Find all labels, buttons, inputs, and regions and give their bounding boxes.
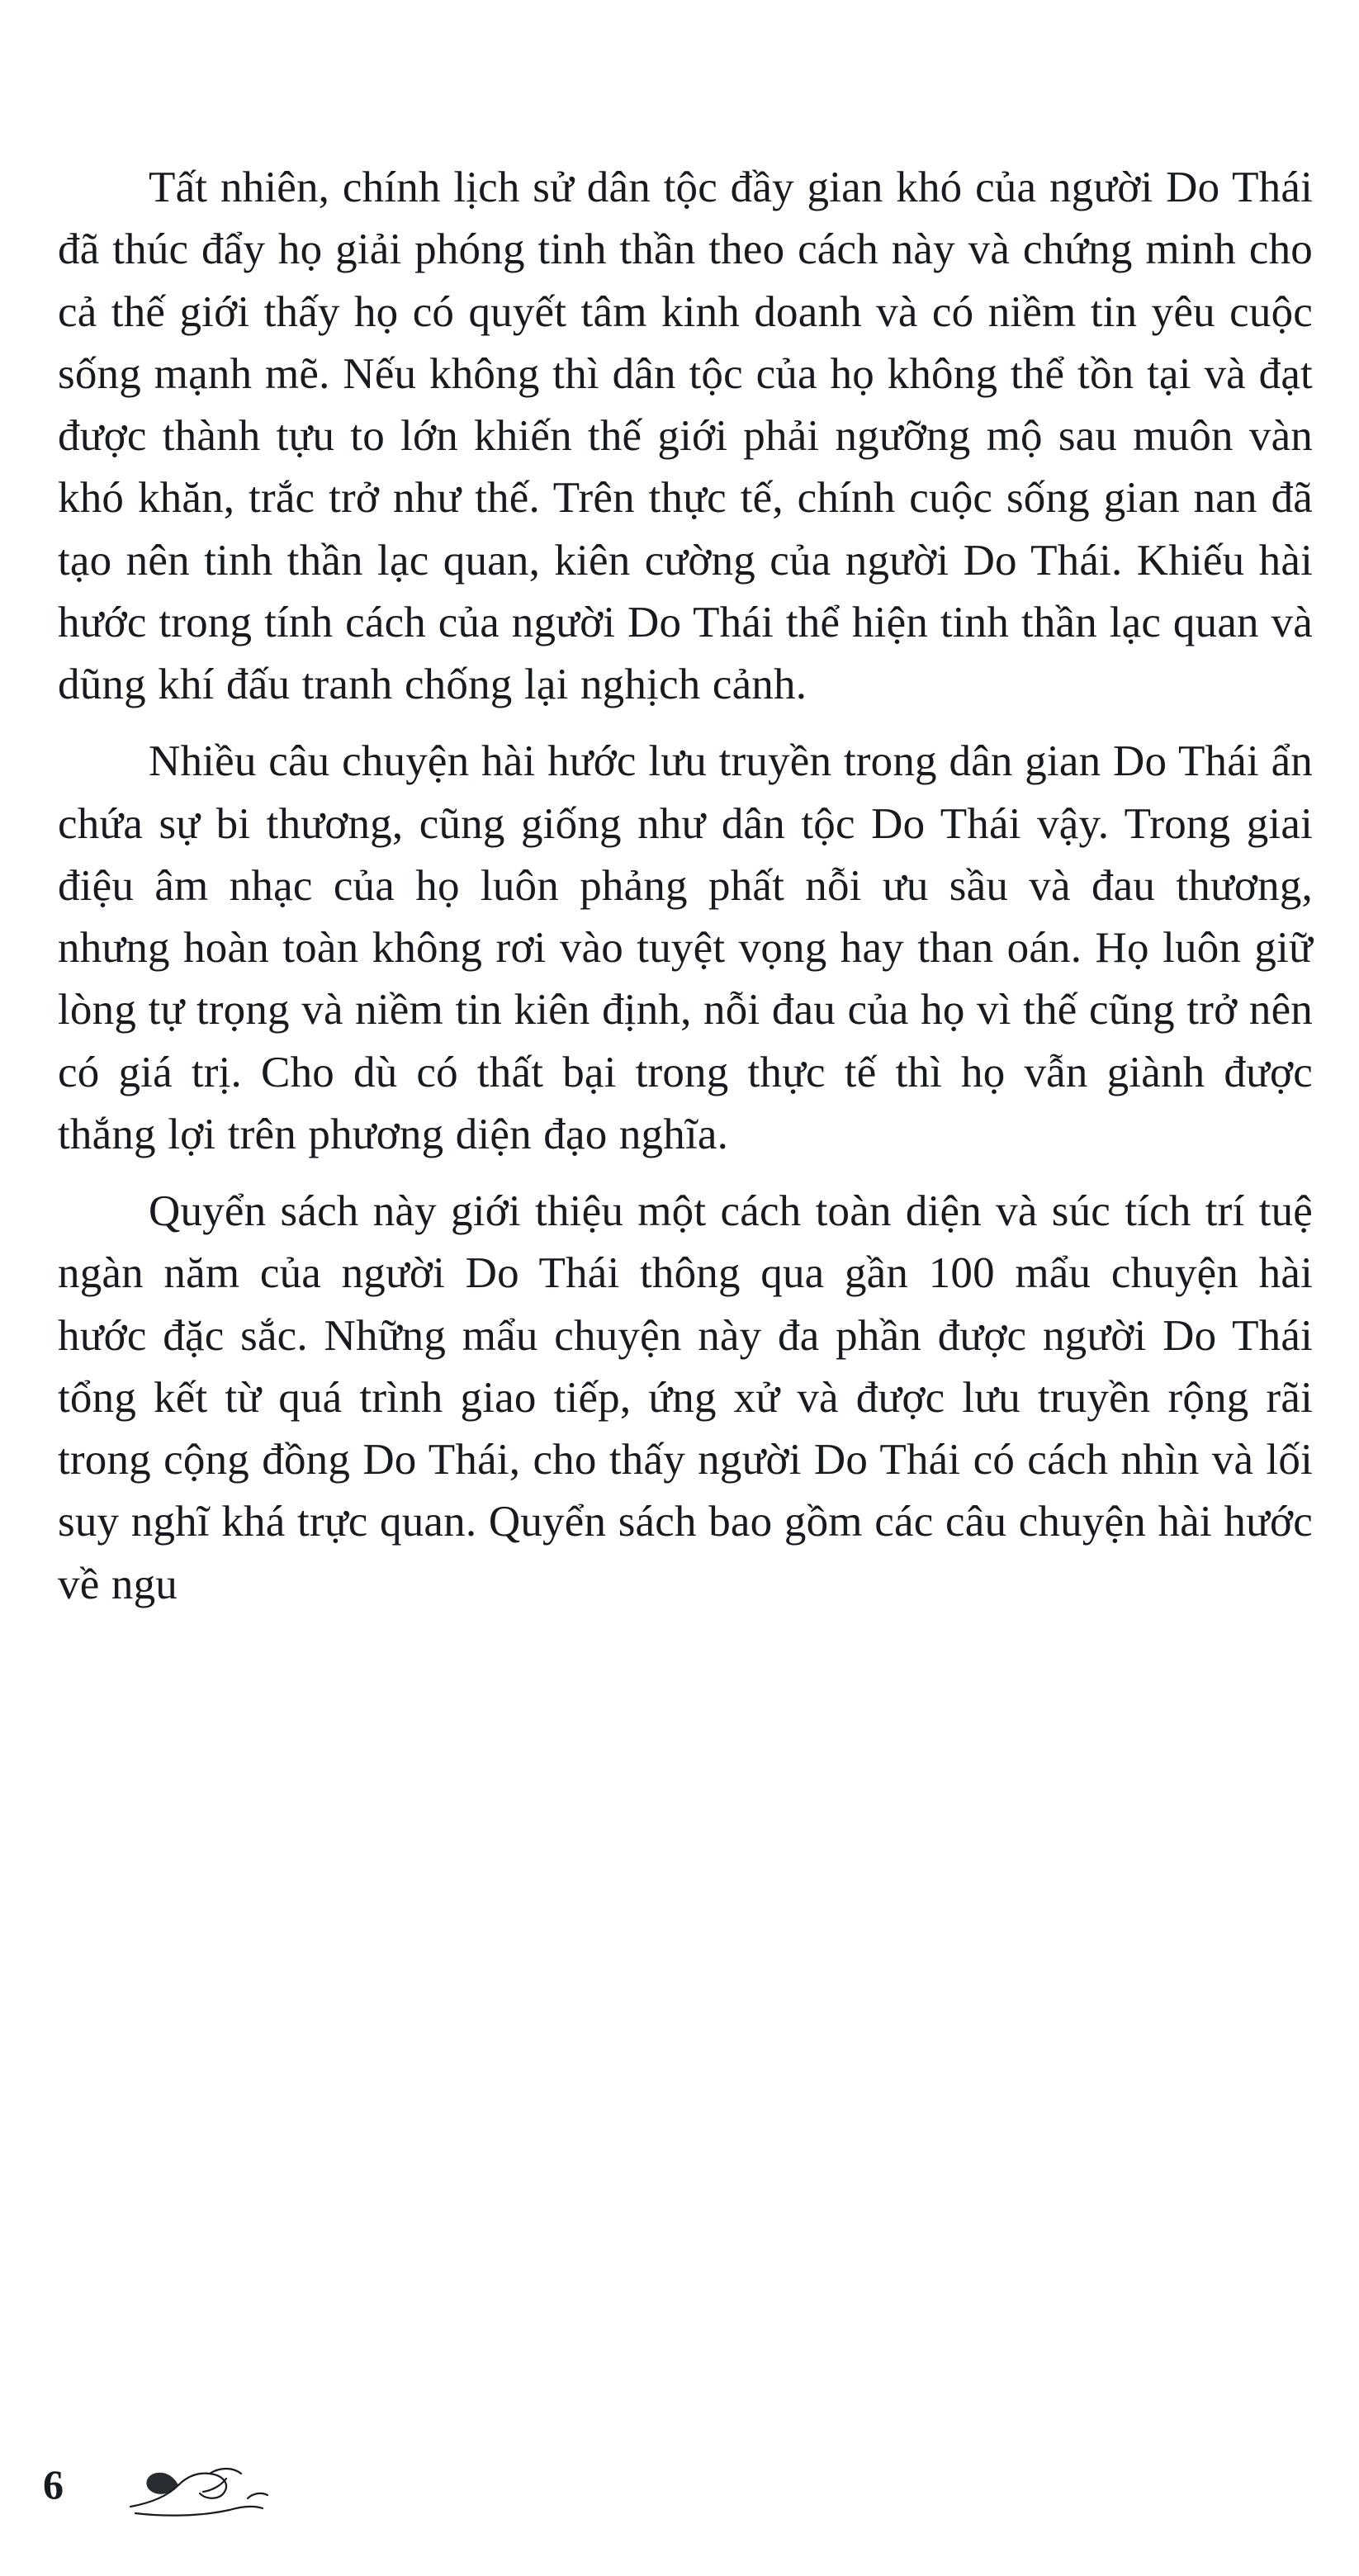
body-text — [58, 157, 1313, 1616]
paragraph: Quyển sách này giới thiệu một cách toàn diện và súc tích trí tuệ ngàn năm của người Do Thái thông qua gần 100 mẩu chuyện hài hước đặc sắc. Những mẩu chuyện này đa phần được người Do Thái tổng kết từ quá trình giao tiếp, ứng xử và được lưu truyền rộng rãi trong cộng đồng Do Thái, cho thấy người Do Thái có cách nhìn và lối suy nghĩ khá trực quan. Quyển sách bao gồm các câu chuyện hài hước về ngu — [58, 1187, 1313, 1608]
page-footer — [0, 2419, 1359, 2576]
paragraph: Tất nhiên, chính lịch sử dân tộc đầy gian khó của người Do Thái đã thúc đẩy họ giải phóng tinh thần theo cách này và chứng minh cho cả thế giới thấy họ có quyết tâm kinh doanh và có niềm tin yêu cuộc sống mạnh mẽ. Nếu không thì dân tộc của họ không thể tồn tại và đạt được thành tựu to lớn khiến thế giới phải ngưỡng mộ sau muôn vàn khó khăn, trắc trở như thế. Trên thực tế, chính cuộc sống gian nan đã tạo nên tinh thần lạc quan, kiên cường của người Do Thái. Khiếu hài hước trong tính cách của người Do Thái thể hiện tinh thần lạc quan và dũng khí đấu tranh chống lại nghịch cảnh. — [58, 163, 1313, 708]
page-number: 6 — [43, 2461, 64, 2507]
paragraph: Nhiều câu chuyện hài hước lưu truyền trong dân gian Do Thái ẩn chứa sự bi thương, cũng giống như dân tộc Do Thái vậy. Trong giai điệu âm nhạc của họ luôn phảng phất nỗi ưu sầu và đau thương, nhưng hoàn toàn không rơi vào tuyệt vọng hay than oán. Họ luôn giữ lòng tự trọng và niềm tin kiên định, nỗi đau của họ vì thế cũng trở nên có giá trị. Cho dù có thất bại trong thực tế thì họ vẫn giành được thắng lợi trên phương diện đạo nghĩa. — [58, 737, 1313, 1158]
flourish-ornament — [124, 2455, 281, 2526]
